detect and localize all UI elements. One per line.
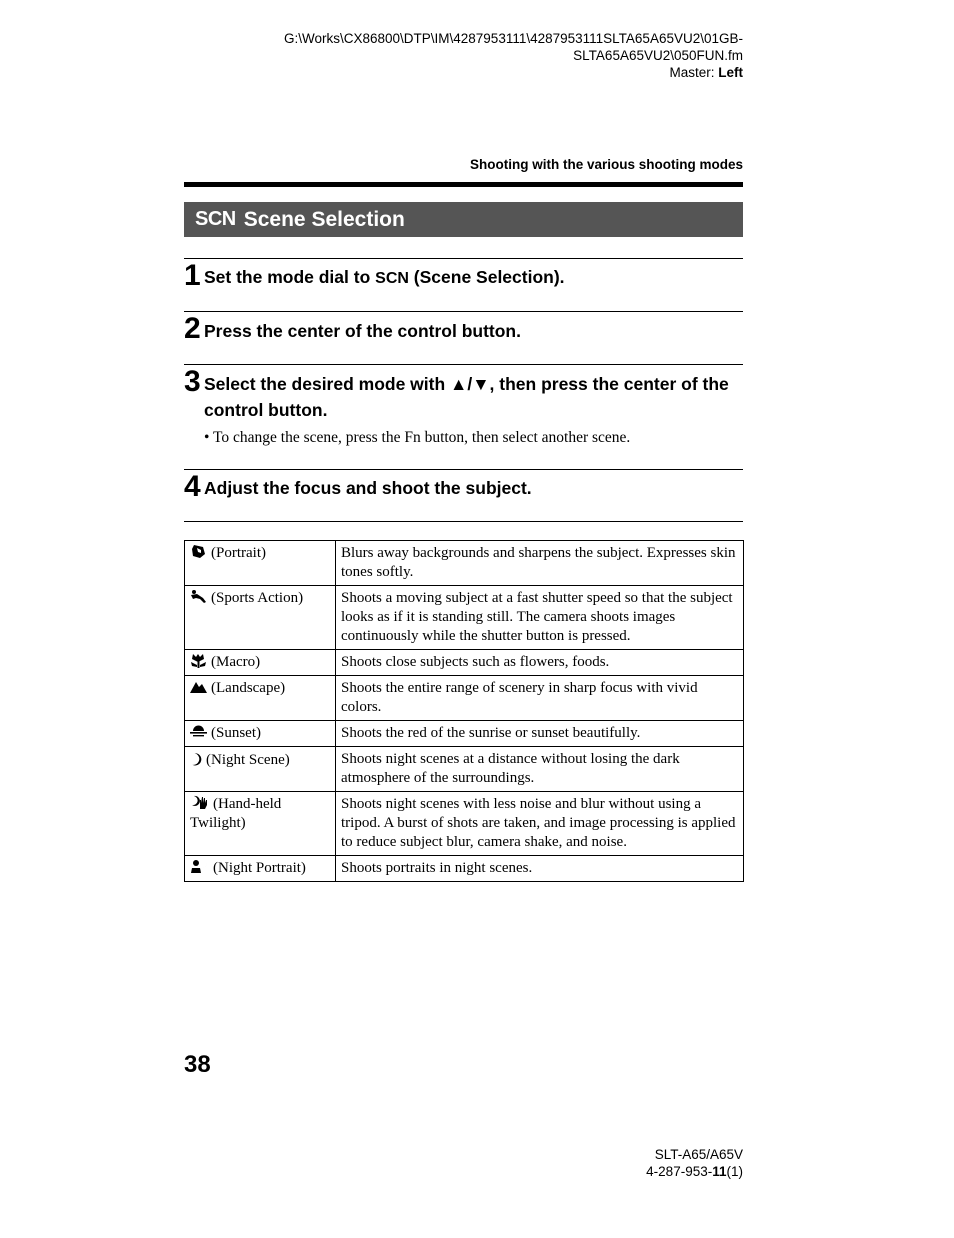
step-text: Adjust the focus and shoot the subject.: [204, 478, 532, 498]
step-number: 4: [184, 470, 201, 503]
mode-description: Shoots a moving subject at a fast shutter speed so that the subject looks as if it is standing still. The camera shoots images continuously while the shutter button is pressed.: [336, 586, 744, 650]
table-row: [185, 792, 744, 856]
step-divider: [184, 311, 743, 312]
mode-label: (Night Portrait): [213, 860, 306, 876]
table-row: [185, 676, 744, 721]
document-code: [646, 1163, 743, 1180]
mode-label: (Sports Action): [211, 590, 304, 606]
sunset-icon: [190, 724, 207, 739]
mode-description: Shoots the red of the sunrise or sunset beautifully.: [336, 721, 744, 747]
step-text-after: (Scene Selection).: [408, 267, 565, 287]
running-head: Shooting with the various shooting modes: [470, 157, 743, 172]
mode-cell: [185, 792, 336, 856]
mode-label: (Macro): [211, 654, 261, 670]
master-line: [284, 64, 743, 81]
mode-description: Blurs away backgrounds and sharpens the subject. Expresses skin tones softly.: [336, 541, 744, 586]
code-bold: 11: [712, 1164, 727, 1179]
step-number: 3: [184, 365, 201, 398]
mode-description: Shoots portraits in night scenes.: [336, 856, 744, 882]
code-suffix: (1): [726, 1164, 743, 1179]
night-portrait-icon: [190, 859, 209, 874]
table-row: [185, 541, 744, 586]
step-divider: [184, 364, 743, 365]
step-text: Press the center of the control button.: [204, 321, 521, 341]
sports-action-icon: [190, 589, 207, 604]
code-prefix: 4-287-953-: [646, 1164, 713, 1179]
table-row: [185, 650, 744, 676]
scn-icon: SCN: [375, 270, 409, 287]
hand-held-twilight-icon: [190, 795, 209, 810]
page-number: 38: [184, 1051, 211, 1078]
file-path-line1: G:\Works\CX86800\DTP\IM\4287953111\4287953111SLTA65A65VU2\01GB-: [283, 31, 743, 46]
portrait-icon: [190, 544, 207, 559]
file-path-line2: SLTA65A65VU2\050FUN.fm: [573, 48, 743, 63]
table-row: [185, 747, 744, 792]
step-number: 2: [184, 312, 201, 345]
mode-description: Shoots close subjects such as flowers, foods.: [336, 650, 744, 676]
mode-cell: [185, 586, 336, 650]
table-row: [185, 586, 744, 650]
step-text-before: Set the mode dial to: [204, 267, 376, 287]
footer: [646, 1146, 743, 1180]
step-note: • To change the scene, press the Fn button, then select another scene.: [204, 429, 631, 446]
section-title-bar: [184, 202, 743, 237]
mode-cell: [185, 676, 336, 721]
top-rule: [184, 182, 743, 187]
step-text: [204, 264, 743, 292]
mode-cell: [185, 721, 336, 747]
macro-icon: [190, 653, 207, 668]
step-divider: [184, 469, 743, 470]
mode-cell: [185, 747, 336, 792]
steps-bottom-rule: [184, 521, 743, 522]
mode-label: (Landscape): [211, 680, 286, 696]
table-row: [185, 856, 744, 882]
file-header: [284, 30, 743, 81]
master-label: Master:: [669, 65, 719, 80]
master-value: Left: [718, 65, 743, 80]
mode-label: (Sunset): [211, 725, 261, 741]
scn-icon: SCN: [195, 208, 236, 230]
mode-label: (Night Scene): [206, 752, 290, 768]
mode-cell: [185, 541, 336, 586]
step-divider: [184, 258, 743, 259]
mode-description: Shoots night scenes at a distance without losing the dark atmosphere of the surroundings.: [336, 747, 744, 792]
mode-label: (Hand-held Twilight): [190, 796, 282, 831]
step-number: 1: [184, 259, 201, 292]
mode-cell: [185, 650, 336, 676]
section-title: Scene Selection: [243, 207, 405, 231]
table-row: [185, 721, 744, 747]
mode-description: Shoots night scenes with less noise and blur without using a tripod. A burst of shots are taken, and image processing is applied to reduce subject blur, camera shake, and noise.: [336, 792, 744, 856]
scene-modes-table: [184, 540, 744, 882]
landscape-icon: [190, 679, 207, 694]
step-text: Select the desired mode with ▲/▼, then press the center of the control button.: [204, 374, 729, 420]
mode-description: Shoots the entire range of scenery in sharp focus with vivid colors.: [336, 676, 744, 721]
mode-label: (Portrait): [211, 545, 266, 561]
night-scene-icon: [190, 750, 203, 768]
mode-cell: [185, 856, 336, 882]
model-number: SLT-A65/A65V: [654, 1147, 743, 1162]
